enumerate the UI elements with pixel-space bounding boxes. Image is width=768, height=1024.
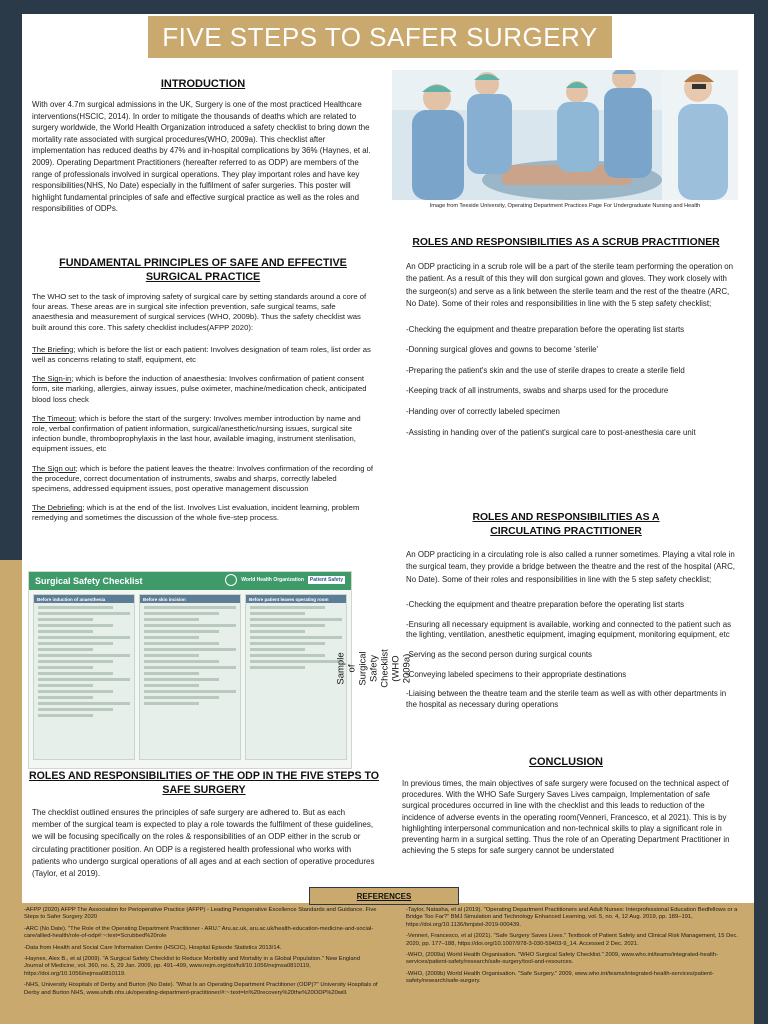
list-item: -Checking the equipment and theatre preparation before the operating list starts [406,324,685,334]
odp-roles-section [28,769,380,880]
conclusion-heading: CONCLUSION [529,756,603,768]
scrub-heading: ROLES AND RESPONSIBILITIES AS A SCRUB PRACTITIONER [412,237,720,248]
list-item: -Keeping track of all instruments, swabs and sharps used for the procedure [406,386,669,396]
odp-roles-body: The checklist outlined ensures the principles of safe surgery are adhered to. But as each member of the surgical team is expected to play a role towards the fulfilment of these guidelines, we will be focusing specifically on the roles & responsibilities of an ODP either in the scrub or circulating practitioner position. An ODP is a registered health professional who works with patients who undergo surgical operations of all ages and at each section of operative procedures (Taylor, et al 2019). [32,808,375,879]
checklist-columns [29,590,351,764]
checklist-column-sign-in [33,594,135,760]
reference-item: -ARC (No Date). "The Role of the Operating Department Practitioner - ARU." Aru.ac.uk, aru.ac.uk/health-education-medicine-and-social-care/allied-health/role-of-odp#:~:text=Scrubbed%20role [24,925,374,940]
step-text: ; which is before the list or each patient: Involves designation of team roles, list order as well as concerns relating to staff, equipment, etc [32,344,371,365]
odp-roles-heading: ROLES AND RESPONSIBILITIES OF THE ODP IN THE FIVE STEPS TO SAFE SURGERY [28,770,380,796]
step-timeout [32,414,374,455]
principles-body: The WHO set to the task of improving safety of surgical care by setting standards around a core of four areas. These areas are in surgical site infection prevention, safe surgical teams, safe anaesthesia and measurement of surgical services (WHO, 2009b). Thus the safety checklist was built around this core. This safety checklist includes(AFPP 2020): [32,292,367,332]
references-panel [10,903,754,1024]
list-item: -Serving as the second person during surgical counts [406,650,592,659]
checklist-header [29,572,351,590]
introduction-heading: INTRODUCTION [160,78,246,90]
references-left [24,907,380,1001]
list-item: -Ensuring all necessary equipment is available, working and connected to the patient such as the lighting, ventilation, anesthetic equipment, imaging equipment, monitoring equipment, etc [406,619,732,640]
list-item: -Preparing the patient's skin and the use of sterile drapes to create a sterile field [406,365,685,375]
checklist-column-sign-out [245,594,347,760]
list-item: -Checking the equipment and theatre preparation before the operating list starts [406,600,685,610]
checklist-column-header: Before induction of anaesthesia [34,595,134,603]
who-org-name: World Health Organization [241,577,304,583]
list-item: -Handing over of correctly labeled specimen [406,407,560,416]
list-item: -Liaising between the theatre team and the sterile team as well as with other departments in the hospital as necessary during operations [406,689,727,709]
checklist-figure [28,571,413,767]
step-text: ; which is before the start of the surgery: Involves member introduction by name and role, verbal confirmation of patient information, surgical/anesthetic/nursing issues, surgical site infection bundle, thromboprophylaxis in the last hour, available imaging, instrument sterilisation, equipment issues, etc [32,413,361,454]
step-term: The Sign-in [32,374,72,384]
operating-theatre-illustration [392,70,738,200]
step-text: ; which is before the induction of anaesthesia: Involves confirmation of patient consent form, site marking, allergies, airway issues, pulse oximeter, machine/medication check, anticipated blood loss check [32,374,367,404]
step-briefing [32,345,374,365]
step-term: The Briefing [32,344,74,354]
list-item: -Assisting in handing over of the patient's surgical care to post-anesthesia care unit [406,427,696,437]
circulating-list [396,600,736,710]
scrub-list [396,325,736,439]
reference-item: -AFPP (2020) AFPP The Association for Perioperative Practice (AFPP) - Leading Perioperative Excellence Standards and Guidance. Five Steps to Safer Surgery 2020 [24,907,377,921]
introduction-body: With over 4.7m surgical admissions in the UK, Surgery is one of the most practiced Healthcare interventions(HSCIC, 2014). In order to mitigate the thousands of deaths which are related to surgery worldwide, the World Health Organization introduced a safety checklist to bring down the mortality rate associated with surgical procedures(WHO, 2009a). This checklist after implementation has reduced deaths by 47% and in-hospital complications by 36% (Haynes, et al. 2009). Operating Department Practitioners (hereafter referred to as ODP) are members of the range of professionals involved in surgical operations. They play important roles and have key responsibilities(NHS, No Date) especially in the fulfilment of safer surgeries. This poster will highlight fundamental principles of safe and effective surgical practice as well as the roles and responsibilities of ODPs. [32,100,371,214]
checklist-caption-text: Sample of Surgical Safety Checklist (WHO 2009a) [335,648,413,688]
references-label: REFERENCES [309,887,459,905]
references-right [406,907,746,990]
poster-title: FIVE STEPS TO SAFER SURGERY [162,21,598,52]
list-item: -Donning surgical gloves and gowns to become 'sterile' [406,345,599,355]
step-term: The Timeout [32,413,75,423]
photo-caption: Image from Teeside University, Operating Department Practices Page For Undergraduate Nursing and Health [429,203,701,209]
principles-steps [32,345,374,524]
reference-item: -Haynes, Alex B., et al (2009). "A Surgical Safety Checklist to Reduce Morbidity and Mortality in a Global Population." New England Journal of Medicine, vol. 360, no. 5, 29 Jan. 2009, pp. 491–499, www.nejm.org/doi/full/10.1056/nejmsa0810119, https://doi.org/10.1056/nejmsa0810119. [24,956,360,977]
checklist-column-time-out [139,594,241,760]
step-term: The Debriefing [32,503,83,513]
step-text: ; which is at the end of the list. Involves List evaluation, incident learning, problem remedying and sometimes the discussion of the whole five-step process. [32,503,360,523]
step-text: ; which is before the patient leaves the theatre: Involves confirmation of the recording of the procedure, correct documentation of instruments, swabs and sharps, correctly labeled specimens, addressed equipment issues, post operative management discussion [32,463,374,494]
reference-item: -NHS, University Hospitals of Derby and Burton (No Date). "What Is an Operating Department Practitioner (ODP)?" University Hospitals of Derby and Burton NHS, www.uhdb.nhs.uk/operating-department-practitioner/#:~:text=In%20recovery%20the%20ODP%20will. [24,982,378,996]
surgery-photo [392,70,738,200]
checklist-image [28,571,352,769]
conclusion-section [396,756,736,856]
circulating-heading: ROLES AND RESPONSIBILITIES AS A CIRCULATING PRACTITIONER [472,512,660,537]
step-debriefing [32,503,374,523]
title-banner [148,16,612,58]
checklist-column-header: Before skin incision [140,595,240,603]
checklist-side-caption [335,575,413,761]
checklist-title: Surgical Safety Checklist [35,576,143,586]
list-item: -Conveying labeled specimens to their appropriate destinations [406,669,627,679]
right-border [754,0,768,1024]
globe-icon [225,574,237,586]
scrub-body: An ODP practicing in a scrub role will be a part of the sterile team performing the operation on the patient. As a result of this they will don surgical gown and gloves. They work closely with the surgeon(s) and serve as a link between the sterile team and the rest of the theatre (ARC, No Date). Some of their roles and responsibilities in line with the 5 step safety checklist; [406,262,734,309]
principles-heading: FUNDAMENTAL PRINCIPLES OF SAFE AND EFFECTIVE SURGICAL PRACTICE [59,257,347,283]
patient-safety-badge: Patient Safety [309,577,343,583]
top-border [0,0,768,14]
circulating-section [396,511,736,710]
reference-item: -Taylor, Natasha, et al (2019). "Operating Department Practitioners and Adult Nurses: Interprofessional Education Bedfellows or a Bridge Too Far?" BMJ Simulation and Technology Enhanced Learning, vol. 5, no. 4, 12 Aug. 2019, pp. 189–191, https://doi.org/10.1136/bmjstel-2019-000439. [406,907,738,928]
scrub-section [396,237,736,438]
reference-item: -Venneri, Francesco, et al (2021). "Safe Surgery Saves Lives." Textbook of Patient Safety and Clinical Risk Management, 15 Dec. 2020, pp. 177–188, https://doi.org/10.1007/978-3-030-59403-9_14. Accessed 2 Dec. 2021. [406,933,739,947]
step-sign-out [32,464,374,495]
checklist-column-header: Before patient leaves operating room [246,595,346,603]
reference-item: -Data from Health and Social Care Information Centre (HSCIC), Hospital Episode Statistics 2013/14. [24,944,282,951]
principles-section [32,256,374,524]
step-term: The Sign out [32,463,76,473]
who-logo [225,574,345,586]
step-sign-in [32,374,374,405]
introduction-section [32,78,374,215]
reference-item: -WHO, (2009b) World Health Organisation. "Safe Surgery." 2009, www.who.int/teams/integrated-health-services/patient-safety/research/safe-surgery. [406,970,714,985]
conclusion-body: In previous times, the main objectives of safe surgery were focused on the technical aspect of procedures. With the WHO Safe Surgery Saves Lives campaign, Implementation of safe surgical procedures occurred in line with the checklist and this leads to reduction of the incidence of adverse events in the operating room(Venneri, Francesco, et al 2021). This is by highlighting interpersonal communication and non-technical skills to play a significant role in preventing harm in a surgical setting. Thus the role of an Operating Department Practitioner in achieving the 5 steps for safe surgery cannot be understated [402,779,730,856]
circulating-body: An ODP practicing in a circulating role is also called a runner sometimes. Playing a vital role in the surgical team, they provide a bridge between the theatre and the rest of the hospital (ARC, No Date). Some of their roles and responsibilities in line with the 5 step safety checklist; [406,550,735,584]
reference-item: -WHO, (2009a) World Health Organisation. "WHO Surgical Safety Checklist." 2009, www.who.int/teams/integrated-health-services/patient-safety/research/safe-surgery/tool-and-resources. [406,952,719,966]
